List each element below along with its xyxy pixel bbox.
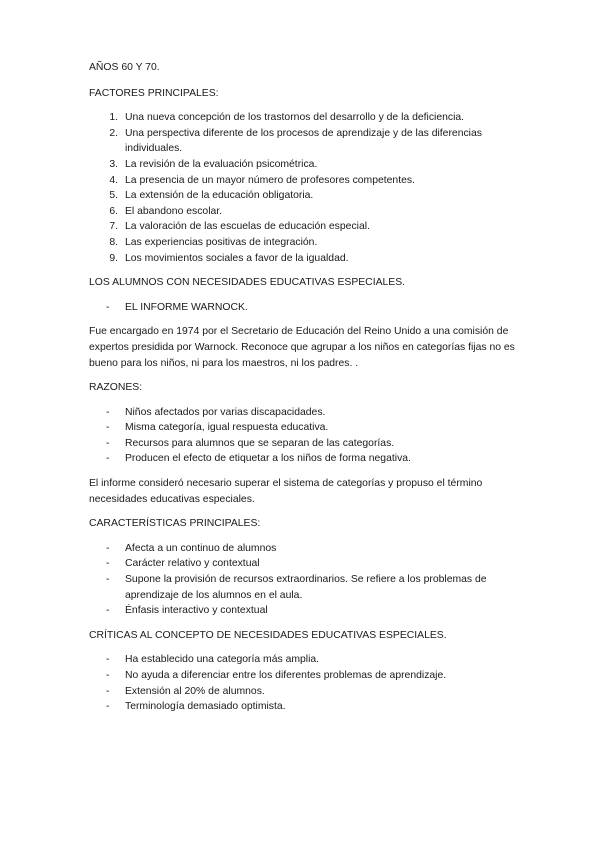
list-item: - Carácter relativo y contextual [106, 558, 260, 570]
warnock-paragraph: Fue encargado en 1974 por el Secretario de Educación del Reino Unido a una comisión de expertos presidida por Warnock. Reconoce que agrupar a los niños en categorías fijas no es bueno para los niños, ni para los maestros, ni los padres. . [89, 326, 515, 369]
list-item: - Énfasis interactivo y contextual [106, 605, 268, 617]
list-item: - Afecta a un continuo de alumnos [106, 542, 277, 554]
reasons-list [89, 405, 529, 467]
list-item: 7. La valoración de las escuelas de educación especial. [109, 221, 370, 233]
list-item: - Ha establecido una categoría más amplia. [106, 654, 320, 666]
critiques-heading: CRÍTICAS AL CONCEPTO DE NECESIDADES EDUCATIVAS ESPECIALES. [89, 629, 447, 641]
list-item: 1. Una nueva concepción de los trastornos del desarrollo y de la deficiencia. [109, 112, 465, 124]
features-list [89, 541, 529, 619]
list-item: 5. La extensión de la educación obligatoria. [109, 190, 314, 202]
list-item: 9. Los movimientos sociales a favor de la igualdad. [109, 252, 349, 264]
critiques-list [89, 652, 529, 714]
list-item: - Terminología demasiado optimista. [106, 701, 286, 713]
list-item: - Producen el efecto de etiquetar a los niños de forma negativa. [106, 453, 411, 465]
nee-heading: LOS ALUMNOS CON NECESIDADES EDUCATIVAS ESPECIALES. [89, 277, 406, 289]
list-item: - EL INFORME WARNOCK. [106, 301, 248, 313]
list-item: - No ayuda a diferenciar entre los diferentes problemas de aprendizaje. [106, 670, 447, 681]
document-body [89, 60, 529, 724]
list-item: - Extensión al 20% de alumnos. [106, 685, 265, 697]
list-item: 6. El abandono escolar. [109, 205, 223, 217]
reasons-heading: RAZONES: [89, 382, 143, 394]
features-heading: CARACTERÍSTICAS PRINCIPALES: [89, 518, 261, 530]
factors-list [89, 110, 529, 266]
list-item: - Misma categoría, igual respuesta educativa. [106, 422, 329, 434]
list-item: - Niños afectados por varias discapacidades. [106, 406, 326, 418]
warnock-list [89, 300, 529, 316]
factors-heading: FACTORES PRINCIPALES: [89, 87, 219, 99]
list-item: 3. La revisión de la evaluación psicométrica. [109, 158, 318, 170]
list-item: 8. Las experiencias positivas de integración. [109, 236, 318, 248]
list-item: - Supone la provisión de recursos extraordinarios. Se refiere a los problemas de aprendizaje de los alumnos en el aula. [106, 574, 487, 601]
conclusion-paragraph: El informe consideró necesario superar el sistema de categorías y propuso el término necesidades educativas especiales. [89, 478, 483, 505]
list-item: 4. La presencia de un mayor número de profesores competentes. [109, 174, 415, 186]
list-item: 2. Una perspectiva diferente de los procesos de aprendizaje y de las diferencias individuales. [109, 127, 482, 155]
list-item: - Recursos para alumnos que se separan de las categorías. [106, 437, 395, 449]
doc-title: AÑOS 60 Y 70. [89, 62, 160, 73]
